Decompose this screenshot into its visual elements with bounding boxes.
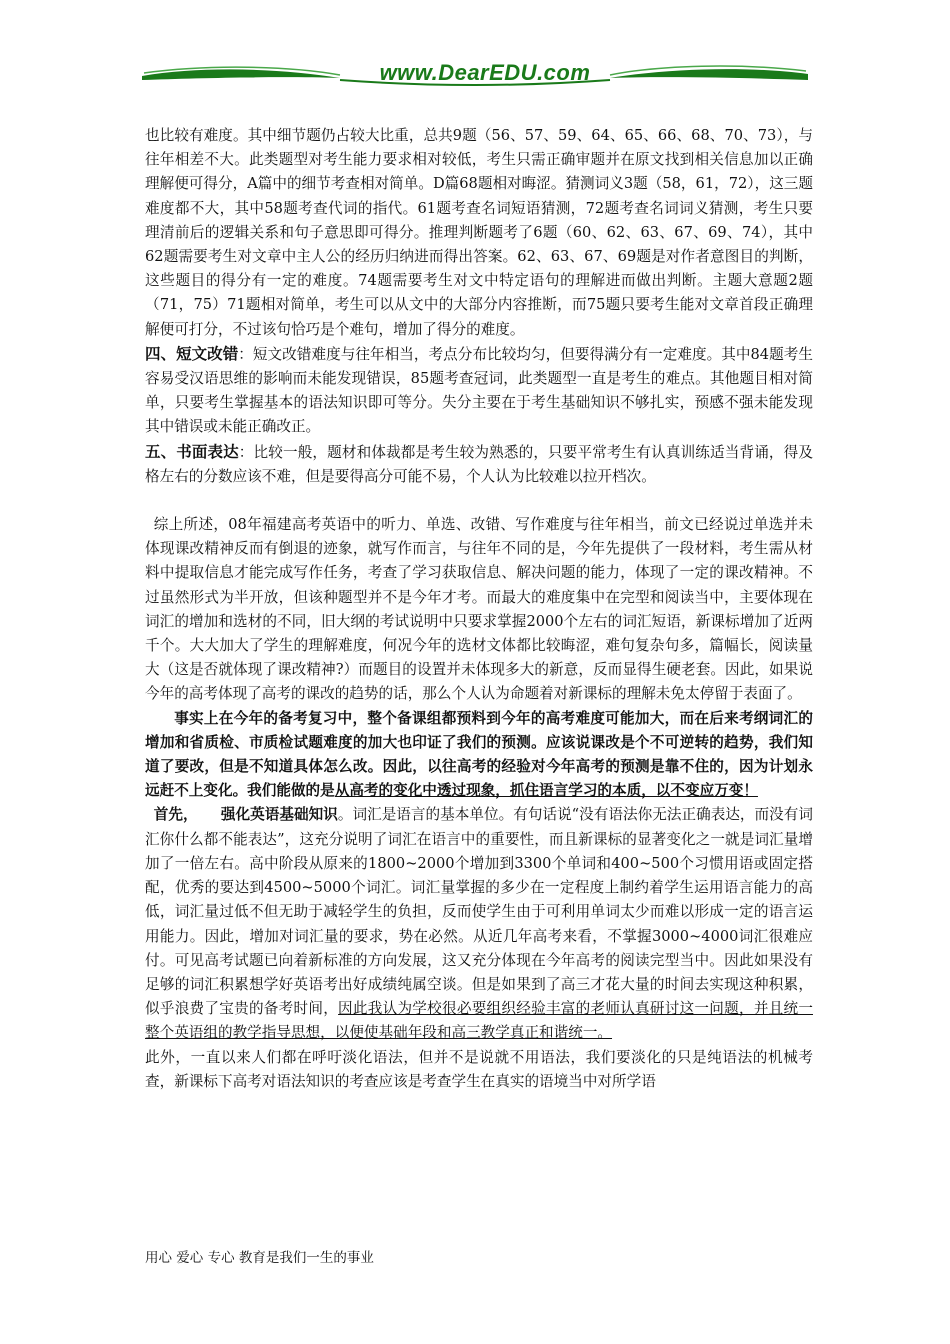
brand-logo: www.DearEDU.com [379, 60, 591, 85]
first-lead: 首先， [153, 806, 198, 824]
bold-text-underlined: 从高考的变化中透过现象，抓住语言学习的本质，以不变应万变！ [334, 782, 758, 800]
paragraph-first-strategy [145, 803, 813, 1045]
first-text: 。词汇是语言的基本单位。有句话说“没有语法你无法正确表达，而没有词汇你什么都不能表达”，这充分说明了词汇在语言中的重要性，而且新课标的显著变化之一就是词汇量增加了一倍左右。高中阶段从原来的1800~2000个增加到3300个单词和400~500个习惯用语或固定搭配，优秀的要达到4500~5000个词汇。词汇量掌握的多少在一定程度上制约着学生运用语言能力的高低，词汇量过低不但无助于减轻学生的负担，反而使学生由于可利用单词太少而难以形成一定的语言运用能力。因此，增加对词汇量的要求，势在必然。从近几年高考来看，不掌握3000~4000词汇很难应付。可见高考试题已向着新标准的方向发展，这又充分体现在今年高考的阅读完型当中。因此如果没有足够的词汇积累想学好英语考出好成绩纯属空谈。但是如果到了高三才花大量的时间去实现这种积累，似乎浪费了宝贵的备考时间， [145, 806, 813, 1018]
document-body [145, 124, 813, 1094]
first-text-underlined: 因此我认为学校很必要组织经验丰富的老师认真研讨这一问题，并且统一整个英语组的教学指导思想，以便使基础年段和高三教学真正和谐统一。 [145, 1000, 813, 1042]
bold-text-main: 事实上在今年的备考复习中，整个备课组都预料到今年的高考难度可能加大，而在后来考纲词汇的增加和省质检、市质检试题难度的加大也印证了我们的预测。应该说课改是个不可逆转的趋势，我们知道了要改，但是不知道具体怎么改。因此，以往高考的经验对今年高考的预测是靠不住的，因为计划永远赶不上变化。我们能做的是 [145, 709, 813, 800]
paragraph-bold-forecast [145, 707, 813, 804]
paragraph-summary: 综上所述，08年福建高考英语中的听力、单选、改错、写作难度与往年相当，前文已经说过单选并未体现课改精神反而有倒退的迹象，就写作而言，与往年不同的是，今年先提供了一段材料，考生需从材料中提取信息才能完成写作任务，考查了学习获取信息、解决问题的能力，体现了一定的课改精神。不过虽然形式为半开放，但该种题型并不是今年才考。而最大的难度集中在完型和阅读当中，主要体现在词汇的增加和选材的不同，旧大纲的考试说明中只要求掌握2000个左右的词汇短语，新课标增加了近两千个。大大加大了学生的理解难度，何况今年的选材文体都比较晦涩，难句复杂句多，篇幅长，阅读量大（这是否就体现了课改精神?）而题目的设置并未体现多大的新意，反而显得生硬老套。因此，如果说今年的高考体现了高考的课改的趋势的话，那么个人认为命题着对新课标的理解未免太停留于表面了。 [145, 516, 813, 703]
section-text-error-correction: ：短文改错难度与往年相当，考点分布比较均匀，但要得满分有一定难度。其中84题考生容易受汉语思维的影响而未能发现错误，85题考查冠词，此类题型一直是考生的难点。其他题目相对简单，只要考生掌握基本的语法知识即可等分。失分主要在于考生基础知识不够扎实，预感不强未能发现其中错误或未能正确改正。 [145, 345, 813, 436]
paragraph-gap [145, 489, 813, 513]
paragraph-grammar: 此外，一直以来人们都在呼吁淡化语法，但并不是说就不用语法，我们要淡化的只是纯语法的机械考查，新课标下高考对语法知识的考查应该是考查学生在真实的语境当中对所学语 [145, 1048, 813, 1090]
section-title-writing: 五、书面表达 [145, 442, 239, 461]
section-writing [145, 440, 813, 489]
first-title: 强化英语基础知识 [220, 806, 338, 824]
paragraph-reading-analysis: 也比较有难度。其中细节题仍占较大比重，总共9题（56、57、59、64、65、66、68、70、73），与往年相差不大。此类题型对考生能力要求相对较低，考生只需正确审题并在原文找到相关信息加以正确理解便可得分，A篇中的细节考查相对简单。D篇68题相对晦涩。猜测词义3题（58，61，72），这三题难度都不大，其中58题考查代词的指代。61题考查名词短语猜测，72题考查名词词义猜测，考生只要理清前后的逻辑关系和句子意思即可得分。推理判断题考了6题（60、62、63、67、69、74），其中62题需要考生对文章中主人公的经历归纳进而得出答案。62、63、67、69题是对作者意图目的判断，这些题目的得分有一定的难度。74题需要考生对文中特定语句的理解进而做出判断。主题大意题2题（71，75）71题相对简单，考生可以从文中的大部分内容推断，而75题只要考生能对文章首段正确理解便可打分，不过该句恰巧是个难句，增加了得分的难度。 [145, 127, 813, 338]
page-footer: 用心 爱心 专心 教育是我们一生的事业 [145, 1250, 374, 1266]
section-title-error-correction: 四、短文改错 [145, 344, 239, 363]
page-header [140, 58, 810, 98]
section-error-correction [145, 342, 813, 440]
section-text-writing: ：比较一般，题材和体裁都是考生较为熟悉的，只要平常考生有认真训练适当背诵，得及格左右的分数应该不难，但是要得高分可能不易，个人认为比较难以拉开档次。 [145, 443, 813, 485]
